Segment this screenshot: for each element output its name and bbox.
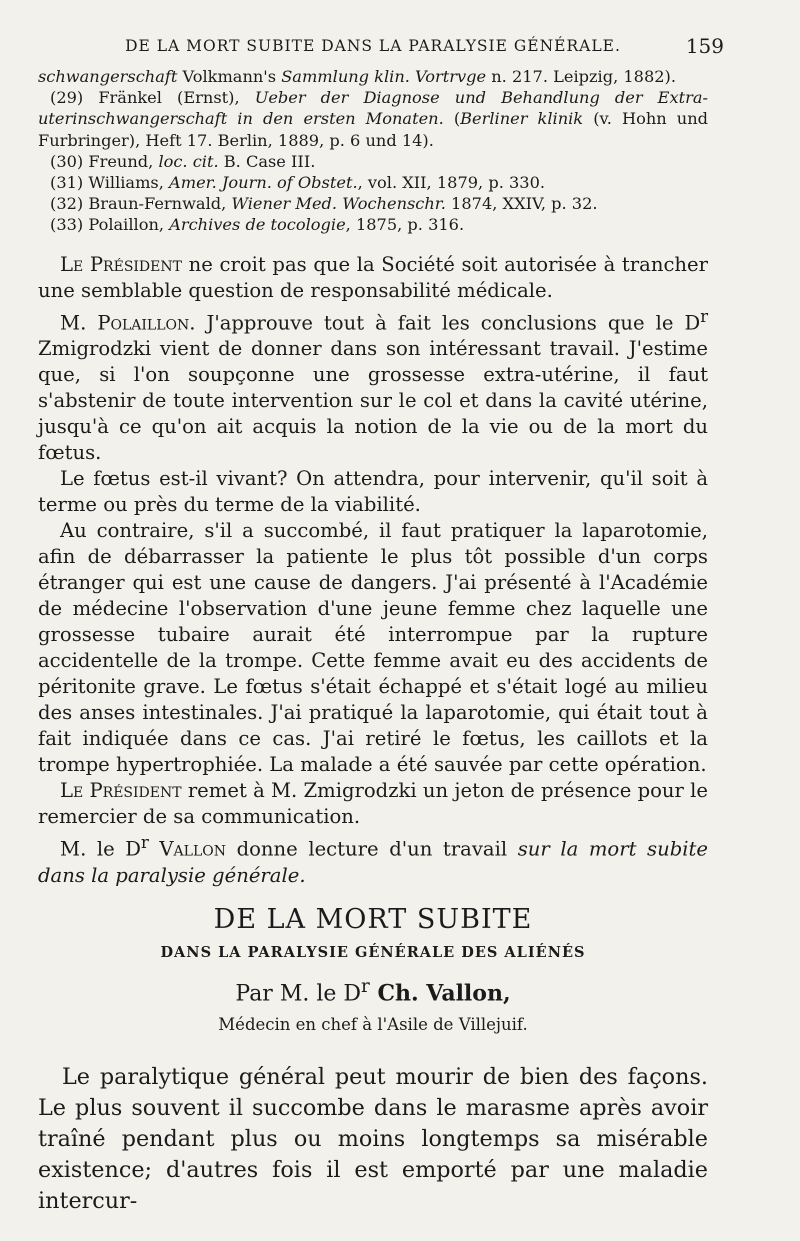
article-author: Par M. le $D^r$ Ch. Vallon, bbox=[235, 975, 511, 1007]
reference-item: (33) Polaillon, Archives de tocologie, 1875, p. 316. bbox=[50, 215, 465, 235]
reference-list bbox=[38, 66, 708, 236]
article-opening bbox=[38, 1062, 708, 1217]
reference-item: (29) Fränkel (Ernst), Ueber der Diagnose und Behandlung der Extra-uterinschwangerschaft in den ersten Monaten. (Berliner klinik (v. Hohn und Furbringer), Heft 17. Berlin, 1889, p. 6 und 14). bbox=[38, 88, 709, 150]
paragraph-polaillon: M. Polaillon. J'approuve tout à fait les conclusions que le $D^r$ Zmigrodzki vient de donner dans son intéressant travail. J'estime que, si l'on soupçonne une grossesse extra-utérine, il faut s'abstenir de toute intervention sur le col et dans la cavité utérine, jusqu'à ce qu'on ait acquis la notion de la vie ou de la mort du fœtus. bbox=[38, 306, 708, 465]
reference-item: schwangerschaft Volkmann's Sammlung klin. Vortrvge n. 217. Leipzig, 1882). bbox=[38, 67, 677, 86]
paragraph-vallon: M. le $D^r$ Vallon donne lecture d'un travail sur la mort subite dans la paralysie générale. bbox=[38, 833, 709, 887]
running-head bbox=[38, 32, 724, 60]
running-title: DE LA MORT SUBITE DANS LA PARALYSIE GÉNÉRALE. bbox=[125, 37, 621, 55]
paragraph-president-1: Le Président ne croit pas que la Société soit autorisée à trancher une semblable question de responsabilité médicale. bbox=[38, 252, 709, 302]
session-minutes bbox=[38, 252, 708, 889]
opening-paragraph: Le paralytique général peut mourir de bien des façons. Le plus souvent il succombe dans le marasme après avoir traîné pendant plus ou moins longtemps sa misérable existence; d'autres fois il est emporté par une maladie intercur- bbox=[38, 1064, 708, 1215]
article-subtitle: DANS LA PARALYSIE GÉNÉRALE DES ALIÉNÉS bbox=[160, 943, 586, 961]
reference-item: (32) Braun-Fernwald, Wiener Med. Wochenschr. 1874, XXIV, p. 32. bbox=[50, 194, 598, 214]
article-title: DE LA MORT SUBITE bbox=[213, 903, 533, 935]
author-affiliation: Médecin en chef à l'Asile de Villejuif. bbox=[218, 1015, 528, 1035]
reference-item: (31) Williams, Amer. Journ. of Obstet., vol. XII, 1879, p. 330. bbox=[50, 173, 546, 193]
paragraph-foetus-vivant: Le fœtus est-il vivant? On attendra, pour intervenir, qu'il soit à terme ou près du terme de la viabilité. bbox=[38, 467, 708, 517]
page-number: 159 bbox=[685, 34, 724, 58]
paragraph-president-2: Le Président remet à M. Zmigrodzki un jeton de présence pour le remercier de sa communication. bbox=[38, 779, 708, 829]
reference-item: (30) Freund, loc. cit. B. Case III. bbox=[50, 151, 316, 171]
paragraph-laparotomie: Au contraire, s'il a succombé, il faut pratiquer la laparotomie, afin de débarrasser la patiente le plus tôt possible d'un corps étranger qui est une cause de dangers. J'ai présenté à l'Académie de médecine l'observation d'une jeune femme chez laquelle une grossesse tubaire aurait été interrompue par la rupture accidentelle de la trompe. Cette femme avait eu des accidents de péritonite grave. Le fœtus s'était échappé et s'était logé au milieu des anses intestinales. J'ai pratiqué la laparotomie, qui était tout à fait indiquée dans ce cas. J'ai retiré le fœtus, les caillots et la trompe hypertrophiée. La malade a été sauvée par cette opération. bbox=[38, 519, 708, 777]
